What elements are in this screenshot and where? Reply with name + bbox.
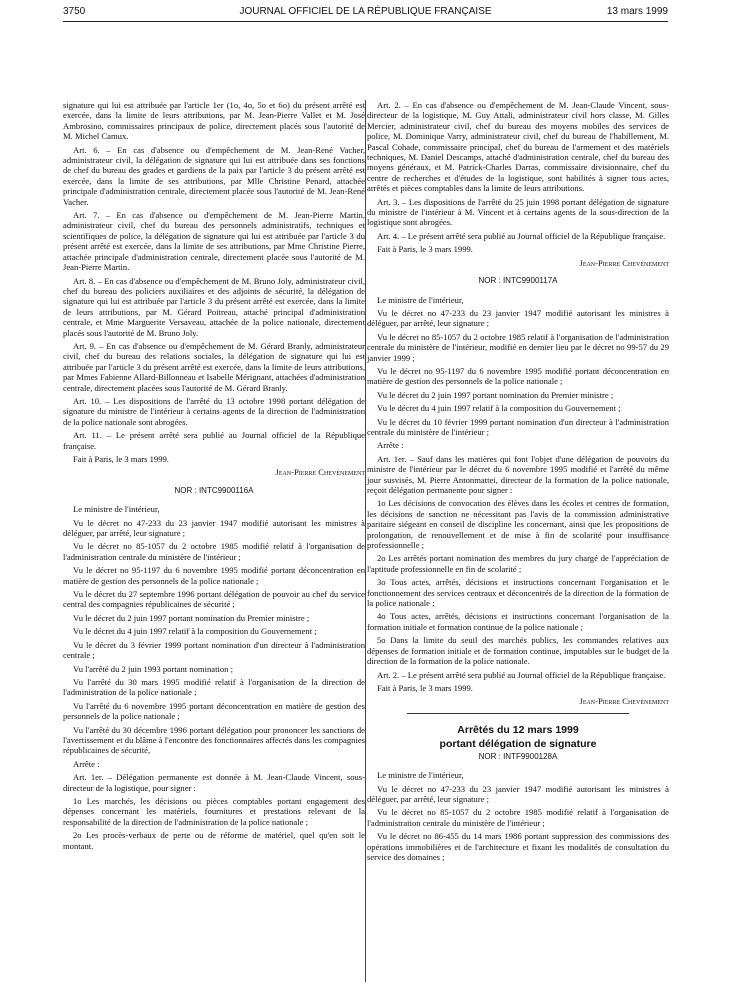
article-1: Art. 1er. – Sauf dans les matières qui font l'objet d'une délégation de pouvoirs du ministre de l'intérieur par le décret du 6 novembre 1995 modifié et l'arrêté du même jour susvisés, M. Pierre Antonmattei, directeur de la formation de la police nationale, reçoit délégation permanente pour signer : <box>367 453 669 495</box>
article-4: Art. 4. – Le présent arrêté sera publié au Journal officiel de la République française. <box>377 230 666 241</box>
section-separator <box>407 713 629 714</box>
list-item: 4o Tous actes, arrêtés, décisions et instructions concernant l'organisation de la formation initiale et formation continue de la police nationale ; <box>367 611 669 632</box>
left-column <box>63 100 365 854</box>
visa: Le ministre de l'intérieur, <box>73 504 160 515</box>
article-9: Art. 9. – En cas d'absence ou d'empêchement de M. Gérard Branly, administrateur civil, chef du bureau des relations sociales, la délégation de signature qui lui est attribuée par l'article 3 du présent arrêté est exercée, dans la limite de leurs attributions, par Mmes Fabienne Allard-Billonneau et Isabelle Mérignant, attachées d'administration centrale, directement placées sous l'autorité de M. Gérard Branly. <box>63 340 365 393</box>
list-item: 2o Les arrêtés portant nomination des membres du jury chargé de l'appréciation de l'aptitude professionnelle en fin de scolarité ; <box>367 553 669 574</box>
right-column <box>367 100 669 865</box>
visa: Vu le décret no 86-455 du 14 mars 1986 portant suppression des commissions des opérations immobilières et de l'architecture et fixant les modalités de consultation du service des domaines ; <box>367 831 669 862</box>
signature: Jean-Pierre Chevènement <box>579 696 669 707</box>
article-2: Art. 2. – Le présent arrêté sera publié au Journal officiel de la République française. <box>377 669 666 680</box>
intro-paragraph: signature qui lui est attribuée par l'article 1er (1o, 4o, 5o et 6o) du présent arrêté est exercée, dans la limite de leurs attributions, par M. Jean-Pierre Vallet et M. José Ambrosino, commissaires principaux de police, directement placés sous l'autorité de M. Michel Camux. <box>63 100 365 142</box>
arrete-heading: Arrête : <box>377 440 404 451</box>
header-rule <box>63 21 668 22</box>
visa: Vu le décret du 4 juin 1997 relatif à la composition du Gouvernement ; <box>73 626 317 637</box>
visa: Vu le décret no 85-1057 du 2 octobre 1985 modifié relatif à l'organisation de l'administration centrale du ministère de l'intérieur ; <box>63 541 365 562</box>
visa: Vu le décret du 3 février 1999 portant nomination d'un directeur à l'administration centrale ; <box>63 639 365 661</box>
signed-place-date: Fait à Paris, le 3 mars 1999. <box>377 244 473 255</box>
issue-date: 13 mars 1999 <box>606 6 668 17</box>
article-7: Art. 7. – En cas d'absence ou d'empêchement de M. Jean-Pierre Martin, administrateur civil, chef du bureau des personnels administratifs, techniques et scientifiques de police, la délégation de signature qui lui est attribuée par l'article 3 du présent arrêté est exercée, dans la limite de ses attributions, par Mme Christine Pierre, attachée principale d'administration centrale, directement placée sous l'autorité de M. Jean-Pierre Martin. <box>63 210 365 273</box>
article-6: Art. 6. – En cas d'absence ou d'empêchement de M. Jean-René Vacher, administrateur civil, la délégation de signature qui lui est attribuée dans ses fonctions de chef du bureau des grades et gardiens de la paix par l'article 3 du présent arrêté est exercée, dans la limite de ses attributions, par Mlle Christine Penard, attachée principale d'administration centrale, directement placée sous l'autorité de M. Jean-René Vacher. <box>63 144 365 207</box>
visa: Vu l'arrêté du 6 novembre 1995 portant déconcentration en matière de gestion des personnels de la police nationale ; <box>63 700 365 722</box>
visa: Vu l'arrêté du 30 mars 1995 modifié relatif à l'organisation de la direction de l'administration de la police nationale ; <box>63 676 365 698</box>
column-divider <box>365 100 366 982</box>
section-subtitle: portant délégation de signature <box>439 737 597 750</box>
signed-place-date: Fait à Paris, le 3 mars 1999. <box>377 682 473 693</box>
visa: Vu le décret no 95-1197 du 6 novembre 1995 modifié portant déconcentration en matière de gestion des personnels de la police nationale ; <box>367 365 669 387</box>
visa: Vu le décret du 10 février 1999 portant nomination d'un directeur à l'administration centrale du ministère de l'intérieur ; <box>367 416 669 437</box>
visa: Vu l'arrêté du 2 juin 1993 portant nomination ; <box>73 663 233 674</box>
page-number: 3750 <box>63 6 86 17</box>
list-item: 2o Les procès-verbaux de perte ou de réforme de matériel, quel qu'en soit le montant. <box>63 830 365 851</box>
visa: Vu le décret du 27 septembre 1996 portant délégation de pouvoir au chef du service central des compagnies républicaines de sécurité ; <box>63 589 365 610</box>
visa: Vu le décret no 85-1057 du 2 octobre 1985 relatif à l'organisation de l'administration centrale du ministère de l'intérieur, modifié en dernier lieu par le décret no 99-57 du 29 janvier 1999 ; <box>367 331 669 363</box>
signature: Jean-Pierre Chevènement <box>579 257 669 268</box>
article-3: Art. 3. – Les dispositions de l'arrêté du 25 juin 1998 portant délégation de signature du ministre de l'intérieur à M. Vincent et à certains agents de la sous-direction de la logistique sont abrogées. <box>367 196 669 228</box>
signed-place-date: Fait à Paris, le 3 mars 1999. <box>73 454 169 464</box>
visa: Vu le décret no 95-1197 du 6 novembre 1995 modifié portant déconcentration en matière de gestion des personnels de la police nationale ; <box>63 565 365 586</box>
article-1: Art. 1er. – Délégation permanente est donnée à M. Jean-Claude Vincent, sous-directeur de la logistique, pour signer : <box>63 772 365 793</box>
visa: Vu le décret no 47-233 du 23 janvier 1947 modifié autorisant les ministres à déléguer, par arrêté, leur signature ; <box>367 307 669 329</box>
visa: Vu le décret du 2 juin 1997 portant nomination du Premier ministre ; <box>377 389 614 400</box>
list-item: 1o Les marchés, les décisions ou pièces comptables portant engagement des dépenses concernant les matériels, fournitures et prestations relevant de la responsabilité de la direction de l'administration de la police nationale ; <box>63 795 365 827</box>
list-item: 3o Tous actes, arrêtés, décisions et instructions concernant l'organisation et le fonctionnement des services centraux et déconcentrés de la direction de la formation de la police nationale ; <box>367 577 669 609</box>
list-item: 1o Les décisions de convocation des élèves dans les écoles et centres de formation, les décisions de sanction ne nécessitant pas l'avis de la commission administrative paritaire siégeant en conseil de discipline les concernant, ainsi que les propositions de prolongation, de renouvellement et de mise à fin de scolarité pour insuffisance professionnelle ; <box>367 498 669 551</box>
signature: Jean-Pierre Chevènement <box>275 467 365 478</box>
visa: Vu le décret no 47-233 du 23 janvier 1947 modifié autorisant les ministres à déléguer, par arrêté, leur signature ; <box>63 517 365 539</box>
page-header <box>63 6 668 22</box>
nor-reference: NOR : INTF9900128A <box>478 751 558 761</box>
nor-reference: NOR : INTC9900116A <box>174 485 254 495</box>
visa: Vu le décret no 85-1057 du 2 octobre 1985 modifié relatif à l'organisation de l'administration centrale du ministère de l'intérieur ; <box>367 807 669 828</box>
article-8: Art. 8. – En cas d'absence ou d'empêchement de M. Bruno Joly, administrateur civil, chef du bureau des policiers auxiliaires et des adjoints de sécurité, la délégation de signature qui lui est attribuée par l'article 3 du présent arrêté est exercée, dans la limite de leurs attributions, par M. Gérard Poitreau, attaché principal d'administration centrale, et Mme Marguerite Versaveau, attachée de la police nationale, directement placés sous l'autorité de M. Bruno Joly. <box>63 275 365 338</box>
journal-title: JOURNAL OFFICIEL DE LA RÉPUBLIQUE FRANÇAISE <box>239 6 492 17</box>
visa: Le ministre de l'intérieur, <box>377 294 464 305</box>
visa: Vu l'arrêté du 30 décembre 1996 portant délégation pour prononcer les sanctions de l'avertissement et du blâme à l'encontre des fonctionnaires affectés dans les compagnies républicaines de sécurité, <box>63 724 365 756</box>
article-10: Art. 10. – Les dispositions de l'arrêté du 13 octobre 1998 portant délégation de signature du ministre de l'intérieur à certains agents de la direction de l'administration de la police nationale sont abrogées. <box>63 395 365 427</box>
article-11: Art. 11. – Le présent arrêté sera publié au Journal officiel de la République française. <box>63 430 365 451</box>
visa: Vu le décret no 47-233 du 23 janvier 1947 modifié autorisant les ministres à déléguer, par arrêté, leur signature ; <box>367 783 669 804</box>
article-2: Art. 2. – En cas d'absence ou d'empêchement de M. Jean-Claude Vincent, sous-directeur de la logistique, M. Guy Attali, administrateur civil hors classe, M. Gilles Mercier, administrateur civil, chef du bureau des moyens mobiles des services de police, M. Dominique Varry, administrateur civil, chef du bureau de l'habillement, M. Pascal Cohade, commissaire principal, chef du bureau de l'armement et des matériels techniques, M. Daniel Descamps, attaché d'administration centrale, chef du bureau des moyens généraux, et M. Patrick-Charles Darras, commissaire divisionnaire, chef du centre de recherches et d'études de la logistique, sont habilités à signer tous actes, arrêtés et pièces comptables dans la limite de leurs attributions. <box>367 100 669 194</box>
visa: Vu le décret du 4 juin 1997 relatif à la composition du Gouvernement ; <box>377 403 621 414</box>
list-item: 5o Dans la limite du seuil des marchés publics, les commandes relatives aux dépenses de formation initiale et de formation continue, imputables sur le budget de la direction de la formation de la police nationale. <box>367 635 669 667</box>
arrete-heading: Arrête : <box>73 758 100 769</box>
visa: Vu le décret du 2 juin 1997 portant nomination du Premier ministre ; <box>73 612 310 623</box>
visa: Le ministre de l'intérieur, <box>377 770 464 781</box>
nor-reference: NOR : INTC9900117A <box>478 276 558 286</box>
section-title: Arrêtés du 12 mars 1999 <box>457 723 579 736</box>
